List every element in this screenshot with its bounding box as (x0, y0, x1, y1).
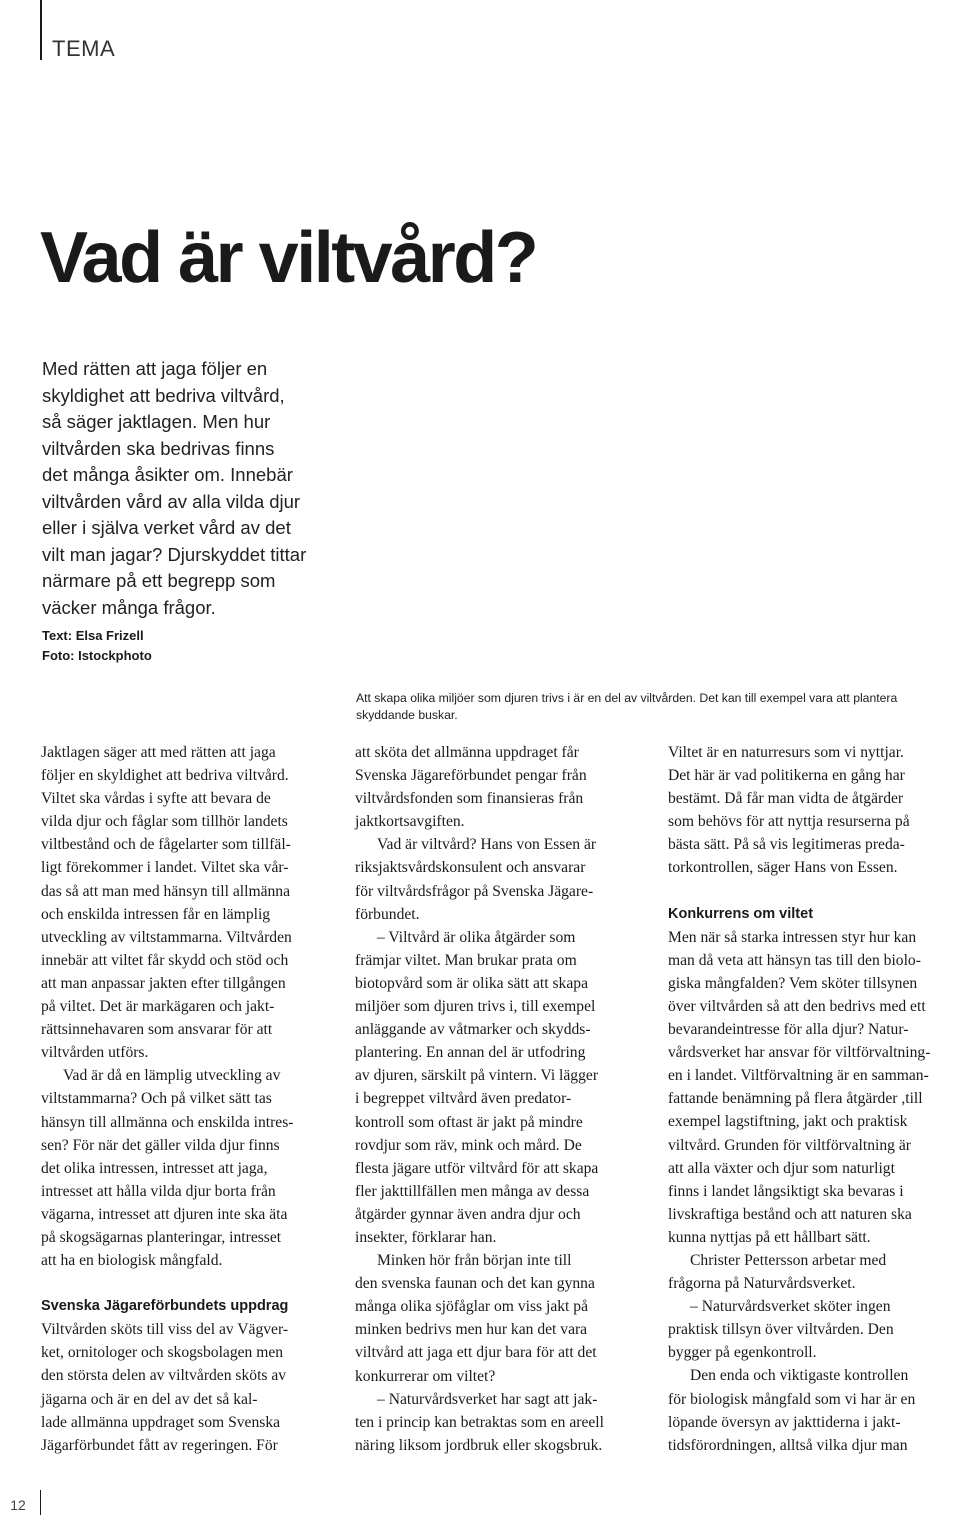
paragraph (668, 926, 958, 1249)
paragraph (355, 833, 655, 925)
text-line: en i landet. Viltförvaltning är en samman- (668, 1067, 929, 1085)
text-line: fattande benämning på flera åtgärder ,till (668, 1090, 923, 1108)
text-line: den största delen av viltvården sköts av (41, 1367, 287, 1385)
text-line: många olika sjöfåglar om viss jakt på (355, 1298, 588, 1316)
text-line: exempel lagstiftning, jakt och praktisk (668, 1113, 908, 1131)
text-line: hänsyn till allmänna och enskilda intres- (41, 1113, 294, 1131)
photo-credit: Foto: Istockphoto (42, 648, 152, 663)
paragraph (41, 1064, 341, 1272)
text-line: torkontrollen, säger Hans von Essen. (668, 859, 898, 877)
text-line: Viltvården sköts till viss del av Vägver- (41, 1321, 289, 1339)
text-line: viltvård. Grunden för viltförvaltning är (668, 1136, 911, 1154)
body-column-3 (668, 741, 958, 1457)
text-line: giska mångfalden? Vem sköter tillsynen (668, 974, 918, 992)
text-line: intresset att hålla vilda djur borta från (41, 1182, 276, 1200)
text-line: väcker många frågor. (42, 596, 216, 618)
text-line: frågorna på Naturvårdsverket. (668, 1275, 856, 1293)
text-line: närmare på ett begrepp som (42, 570, 276, 591)
spacer (41, 1272, 341, 1295)
body-column-2 (355, 741, 655, 1457)
text-line: Den enda och viktigaste kontrollen (690, 1367, 909, 1385)
subheading: Konkurrens om viltet (668, 905, 814, 922)
body-column-1 (41, 741, 341, 1457)
header-rule (40, 0, 42, 60)
text-line: att ha en biologisk mångfald. (41, 1252, 223, 1270)
text-line: jaktkortsavgiften. (355, 813, 465, 831)
text-line: finns i landet långsiktigt ska bevaras i (668, 1182, 904, 1200)
subheading: Svenska Jägareförbundets uppdrag (41, 1298, 289, 1315)
text-credit: Text: Elsa Frizell (42, 628, 144, 643)
paragraph (668, 741, 958, 880)
text-line: åtgärder gynnar även andra djur och (355, 1205, 581, 1223)
article-credits (42, 626, 152, 666)
text-line: att man anpassar jakten efter tillgången (41, 974, 286, 992)
text-line: vårdsverket har ansvar för viltförvaltning- (668, 1044, 931, 1062)
text-line: man då veta att hänsyn tas till den biolo- (668, 951, 921, 969)
text-line: Minken hör från början inte till (377, 1252, 572, 1270)
text-line: – Naturvårdsverket sköter ingen (690, 1298, 891, 1316)
text-line: Vad är då en lämplig utveckling av (63, 1067, 281, 1085)
text-line: Det här är vad politikerna en gång har (668, 767, 905, 785)
text-line: bygger på egenkontroll. (668, 1344, 817, 1362)
text-line: Vad är viltvård? Hans von Essen är (377, 836, 597, 854)
text-line: för biologisk mångfald som vi har är en (668, 1390, 916, 1408)
text-line: bästa sätt. På så vis legitimeras preda- (668, 836, 905, 854)
text-line: på skogsägarnas planteringar, intresset (41, 1228, 282, 1246)
paragraph (41, 741, 341, 1064)
text-line: på viltet. Det är markägaren och jakt- (41, 998, 275, 1016)
text-line: det olika intressen, intresset att jaga, (41, 1159, 268, 1177)
text-line: ket, ornitologer och skogsbolagen men (41, 1344, 284, 1362)
page-number: 12 (10, 1497, 26, 1513)
text-line: tidsförordningen, alltså vilka djur man (668, 1436, 908, 1454)
paragraph (355, 926, 655, 1249)
text-line: vilt man jagar? Djurskyddet tittar (42, 543, 307, 565)
text-line: bestämt. Då får man vidta de åtgärder (668, 790, 904, 808)
text-line: i begreppet viltvård även predator- (355, 1090, 572, 1108)
text-line: viltbestånd och de fågelarter som tillfäl- (41, 836, 291, 854)
text-line: ten i princip kan betraktas som en areell (355, 1413, 604, 1431)
text-line: sen? För när det gäller vilda djur finns (41, 1136, 280, 1154)
text-line: att alla växter och djur som naturligt (668, 1159, 895, 1177)
paragraph (41, 1318, 341, 1457)
text-line: jägarna och är en del av det så kal- (41, 1390, 258, 1408)
text-line: rättsinnehavaren som ansvarar för att (41, 1021, 273, 1039)
text-line: som behövs för att nyttja resurserna på (668, 813, 910, 831)
text-line: viltvården utförs. (41, 1044, 149, 1062)
text-line: den svenska faunan och det kan gynna (355, 1275, 595, 1293)
text-line: kunna nyttjas på ett hållbart sätt. (668, 1228, 871, 1246)
text-line: ligt förekommer i landet. Viltet ska vår- (41, 859, 289, 877)
text-line: av djuren, särskilt på vintern. Vi lägger (355, 1067, 599, 1085)
text-line: plantering. En annan del är utfodring (355, 1044, 586, 1062)
text-line: flesta jägare utför viltvård för att skapa (355, 1159, 599, 1177)
footer-rule (40, 1490, 41, 1515)
section-label: TEMA (52, 36, 116, 61)
text-line: – Viltvård är olika åtgärder som (377, 928, 576, 946)
text-line: biotopvård som är olika sätt att skapa (355, 974, 588, 992)
text-line: vägarna, intresset att djuren inte ska äta (41, 1205, 288, 1223)
paragraph (355, 1249, 655, 1388)
text-line: das så att man med hänsyn till allmänna (41, 882, 291, 900)
paragraph (668, 1364, 958, 1456)
text-line: minken bedrivs men hur kan det vara (355, 1321, 588, 1339)
text-line: bevarandeintresse för alla djur? Natur- (668, 1021, 909, 1039)
text-line: viltvården ska bedrivas finns (42, 437, 275, 459)
text-line: att sköta det allmänna uppdraget får (355, 744, 579, 761)
text-line: riksjaktsvårdskonsulent och ansvarar (355, 859, 586, 877)
text-line: fler jakttillfällen men många av dessa (355, 1182, 590, 1200)
paragraph (668, 1249, 958, 1295)
text-line: Men när så starka intressen styr hur kan (668, 928, 917, 946)
text-line: utveckling av viltstammarna. Viltvården (41, 928, 292, 946)
article-title: Vad är viltvård? (40, 218, 537, 298)
text-line: det många åsikter om. Innebär (42, 464, 293, 485)
text-line: viltvårdsfonden som finansieras från (355, 790, 584, 808)
text-line: och enskilda intressen får en lämplig (41, 905, 271, 923)
text-line: kontroll som oftast är jakt på mindre (355, 1113, 583, 1131)
text-line: viltvården vård av alla vilda djur (42, 490, 301, 512)
article-lead (42, 356, 372, 621)
paragraph (668, 1295, 958, 1364)
text-line: löpande översyn av jakttiderna i jakt- (668, 1413, 901, 1431)
text-line: Christer Pettersson arbetar med (690, 1251, 887, 1269)
text-line: lade allmänna uppdraget som Svenska (41, 1413, 281, 1431)
text-line: miljöer som djuren trivs i, till exempel (355, 998, 596, 1016)
paragraph (355, 741, 655, 833)
text-line: så säger jaktlagen. Men hur (42, 411, 271, 432)
text-line: för viltvårdsfrågor på Svenska Jägare- (355, 882, 594, 900)
text-line: anläggande av våtmarker och skydds- (355, 1021, 591, 1039)
text-line: Svenska Jägareförbundet pengar från (355, 767, 587, 785)
paragraph (355, 1388, 655, 1457)
text-line: Med rätten att jaga följer en (42, 358, 268, 379)
spacer (668, 880, 958, 903)
text-line: Jaktlagen säger att med rätten att jaga (41, 744, 276, 761)
text-line: – Naturvårdsverket har sagt att jak- (377, 1390, 598, 1408)
text-line: konkurrerar om viltet? (355, 1367, 496, 1385)
text-line: innebär att viltet får skydd och stöd och (41, 951, 289, 969)
text-line: rovdjur som räv, mink och mård. De (355, 1136, 582, 1154)
text-line: vilda djur och fåglar som tillhör landets (41, 813, 288, 831)
text-line: förbundet. (355, 905, 420, 923)
text-line: Viltet är en naturresurs som vi nyttjar. (668, 744, 904, 761)
text-line: över viltvården så att den bedrivs med ett (668, 997, 926, 1015)
text-line: praktisk tillsyn över viltvården. Den (668, 1321, 894, 1339)
text-line: Viltet ska vårdas i syfte att bevara de (41, 790, 271, 808)
photo-caption: Att skapa olika miljöer som djuren trivs i är en del av viltvården. Det kan till exempel vara att plantera skyddande buskar. (356, 691, 898, 722)
text-line: skyldighet att bedriva viltvård, (42, 384, 285, 406)
text-line: näring liksom jordbruk eller skogsbruk. (355, 1436, 603, 1454)
text-line: livskraftiga bestånd och att naturen ska (668, 1205, 912, 1223)
text-line: främjar viltet. Man brukar prata om (355, 951, 577, 969)
text-line: Jägarförbundet fått av regeringen. För (41, 1436, 278, 1454)
text-line: följer en skyldighet att bedriva viltvård. (41, 767, 289, 785)
text-line: viltvård att jaga ett djur bara för att det (355, 1344, 597, 1362)
text-line: viltstammarna? Och på vilket sätt tas (41, 1090, 272, 1108)
text-line: insekter, förklarar han. (355, 1228, 497, 1246)
text-line: eller i själva verket vård av det (42, 517, 291, 538)
